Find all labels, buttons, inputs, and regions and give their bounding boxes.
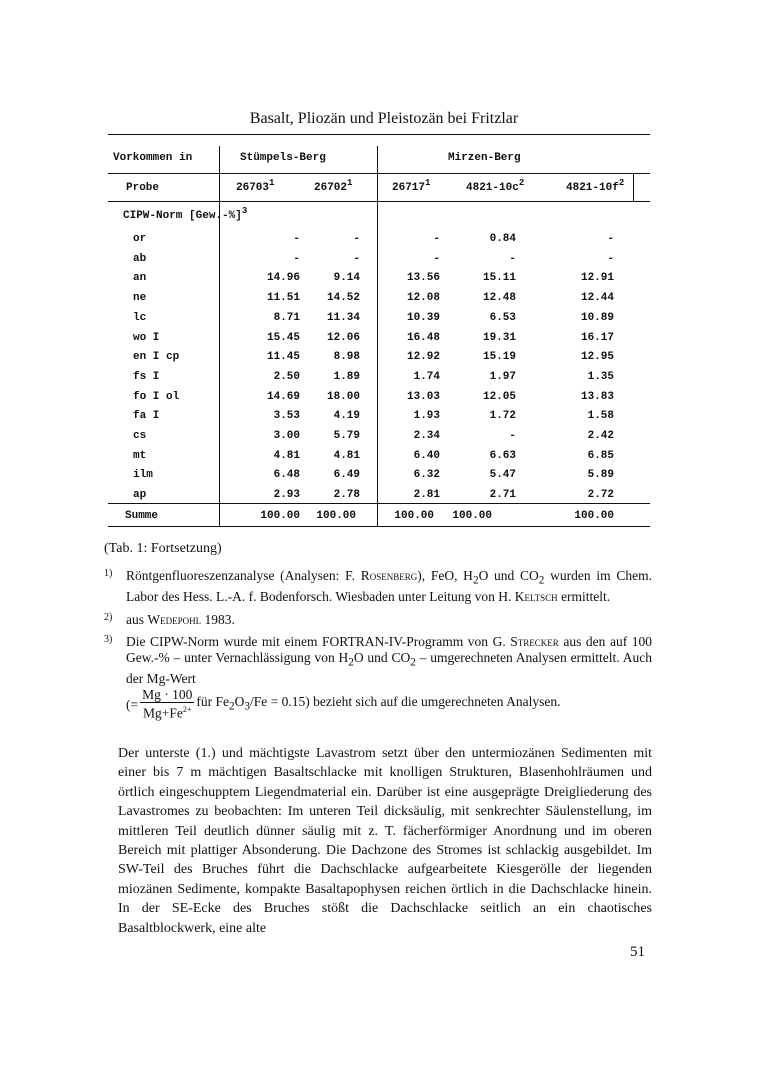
table-rule-3	[108, 201, 650, 202]
table-cell: -	[433, 233, 440, 245]
table-cell: 6.85	[587, 449, 614, 462]
table-cell: 6.32	[413, 469, 440, 482]
table-cell: 15.45	[266, 331, 300, 344]
table-cell: 19.31	[482, 331, 516, 344]
occurrence-label: Vorkommen in	[113, 152, 193, 164]
table-cell: 18.00	[326, 390, 360, 403]
table-cell: 11.45	[266, 351, 300, 364]
table-cell: 2.93	[273, 489, 300, 502]
table-cell: 2.42	[587, 430, 614, 442]
footnote-1: 1) Röntgenfluoreszenzanalyse (Analysen: F. Rosenberg), FeO, $H_2O$ und $CO_2$ wurden im Chem. Labor des Hess. L.-A. f. Bodenforsch. Wiesbaden unter Leitung von H. Keltsch ermittelt.	[104, 568, 652, 605]
footnote-2: 2) aus Wedepohl 1983.	[104, 611, 235, 627]
row-label: ap	[133, 489, 147, 502]
sample-id-4: $4821-10c^2$	[466, 178, 525, 194]
table-cell: 11.34	[326, 311, 360, 324]
table-cell: 8.98	[333, 351, 360, 364]
row-label: fs I	[133, 370, 160, 383]
footnote-3-mark: 3)	[104, 634, 113, 646]
row-label: lc	[133, 311, 147, 324]
running-header: Basalt, Pliozän und Pleistozän bei Fritzlar	[249, 110, 519, 127]
mg-value-formula: (= $\frac{Mg \cdot 100}{Mg+Fe^{2+}}$ für $Fe_2O_3/Fe = 0.15$) bezieht sich auf die umgerechneten Analysen.	[126, 687, 561, 721]
sample-id-5: $4821-10f^2$	[566, 178, 625, 194]
table-cell: 2.72	[587, 489, 614, 502]
row-label: fo I ol	[133, 390, 180, 403]
table-cell: 1.58	[587, 410, 614, 423]
sum-cell: 100.00	[260, 510, 300, 522]
table-cell: 11.51	[266, 292, 300, 305]
sum-cell: 100.00	[452, 510, 492, 522]
table-cell: 3.00	[273, 430, 300, 442]
row-label: an	[133, 272, 147, 285]
table-cell: 6.49	[333, 469, 360, 482]
page-number: 51	[630, 944, 645, 960]
table-cell: 12.44	[580, 292, 614, 305]
group-stuempels-berg: Stümpels-Berg	[240, 152, 326, 164]
table-rule-4	[108, 503, 650, 504]
table-cell: 13.56	[406, 272, 440, 285]
table-cell: -	[353, 252, 360, 265]
table-cell: 6.40	[413, 449, 440, 462]
row-label: ne	[133, 292, 147, 305]
table-vline-3	[633, 173, 634, 201]
sum-cell: 100.00	[394, 510, 434, 522]
table-cell: 12.06	[326, 331, 360, 344]
body-paragraph: Der unterste (1.) und mächtigste Lavastrom setzt über den untermiozänen Sedimenten mit einer bis 7 m mächtigen Basaltschlacke mit knolligen Strukturen, Blasenhohlräumen und örtlich eingeschupptem Liegendmaterial ein. Darüber ist eine ausgeprägte Dreigliederung des Lavastromes zu beobachten: Im unteren Teil dicksäulig, mit senkrechter Säulenstellung, im mittleren Teil deutlich dünner säulig mit z. T. fächerförmiger Anordnung und im oberen Bereich mit plattiger Absonderung. Die Dachzone des Stromes ist schlackig ausgebildet. Im SW-Teil des Bruches führt die Dachschlacke aufgearbeitete Kiesgerölle der liegenden miozänen Sedimente, kompakte Basaltapophysen reichen örtlich in die Dachschlacke hinein. In der SE-Ecke des Bruches stößt die Dachschlacke seitlich an ein chaotisches Basaltblockwerk, eine alte	[118, 746, 652, 936]
table-cell: 2.78	[333, 489, 360, 502]
table-cell: 14.96	[266, 272, 300, 285]
row-label: mt	[133, 449, 147, 462]
table-bottom-rule	[108, 526, 650, 527]
table-cell: 12.05	[482, 390, 516, 403]
table-cell: 2.71	[489, 489, 516, 502]
table-cell: 1.72	[489, 410, 516, 423]
table-cell: 1.74	[413, 370, 440, 383]
table-cell: 2.81	[413, 489, 440, 502]
table-cell: 3.53	[273, 410, 300, 423]
row-label: en I cp	[133, 351, 180, 364]
table-cell: -	[509, 430, 516, 442]
table-cell: 4.81	[273, 449, 300, 462]
table-cell: -	[293, 233, 300, 245]
table-cell: 9.14	[333, 272, 360, 285]
table-cell: 6.63	[489, 449, 516, 462]
table-cell: 12.91	[580, 272, 614, 285]
table-top-rule	[108, 134, 650, 135]
table-cell: 4.81	[333, 449, 360, 462]
table-cell: 8.71	[273, 311, 300, 324]
sample-id-2: 26702$^1$	[314, 178, 353, 194]
table-cell: -	[607, 233, 614, 245]
row-label: ab	[133, 252, 147, 265]
footnote-1-mark: 1)	[104, 568, 113, 579]
table-cell: 0.84	[489, 233, 516, 245]
table-cell: -	[607, 252, 614, 265]
sum-label: Summe	[125, 510, 159, 522]
table-cell: 14.52	[326, 292, 360, 305]
row-label: ilm	[133, 469, 153, 482]
sum-cell: 100.00	[574, 510, 614, 522]
table-cell: 12.08	[406, 292, 440, 305]
table-cell: 5.89	[587, 469, 614, 482]
table-cell: 5.79	[333, 430, 360, 442]
table-cell: 1.93	[413, 410, 440, 423]
table-cell: -	[433, 252, 440, 265]
table-cell: 10.89	[580, 311, 614, 324]
table-cell: 2.50	[273, 370, 300, 383]
table-caption: (Tab. 1: Fortsetzung)	[104, 541, 222, 556]
table-cell: 6.48	[273, 469, 300, 482]
sample-id-3: 26717$^1$	[392, 178, 431, 194]
table-cell: -	[293, 252, 300, 265]
table-cell: 13.03	[406, 390, 440, 403]
table-cell: 16.48	[406, 331, 440, 344]
table-cell: 6.53	[489, 311, 516, 324]
probe-label: Probe	[126, 182, 160, 194]
table-cell: 12.95	[580, 351, 614, 364]
table-cell: 2.34	[413, 430, 440, 442]
mg-fraction: $\frac{Mg \cdot 100}{Mg+Fe^{2+}}$	[142, 687, 193, 721]
row-label: or	[133, 233, 147, 245]
table-cell: 14.69	[266, 390, 300, 403]
sample-id-1: 26703$^1$	[236, 178, 275, 194]
table-cell: -	[353, 233, 360, 245]
table-cell: 5.47	[489, 469, 516, 482]
table-cell: 1.97	[489, 370, 516, 383]
footnote-3: 3) Die CIPW-Norm wurde mit einem FORTRAN-IV-Programm von G. Strecker aus den auf 100 Gew.-% – unter Vernachlässigung von $H_2O$ und $CO_2$ – umgerechneten Analysen ermittelt. Auch der Mg-Wert	[104, 634, 652, 686]
sum-cell: 100.00	[316, 510, 356, 522]
row-label: wo I	[133, 331, 160, 344]
table-cell: 15.19	[482, 351, 516, 364]
table-cell: 15.11	[482, 272, 516, 285]
table-cell: 4.19	[333, 410, 360, 423]
section-label: CIPW-Norm $[Gew.-\%]^3$	[123, 206, 248, 222]
table-rule-2	[108, 173, 650, 174]
row-label: cs	[133, 430, 147, 442]
table-cell: 12.48	[482, 292, 516, 305]
footnotes	[104, 568, 652, 721]
footnote-2-mark: 2)	[104, 611, 113, 623]
table-cell: 12.92	[406, 351, 440, 364]
table-cell: 1.35	[587, 370, 614, 383]
row-label: fa I	[133, 410, 160, 423]
table-cell: -	[509, 252, 516, 265]
group-mirzen-berg: Mirzen-Berg	[448, 152, 521, 164]
table-cell: 13.83	[580, 390, 614, 403]
table-cell: 1.89	[333, 370, 360, 383]
table-cell: 16.17	[580, 331, 614, 344]
table-cell: 10.39	[406, 311, 440, 324]
